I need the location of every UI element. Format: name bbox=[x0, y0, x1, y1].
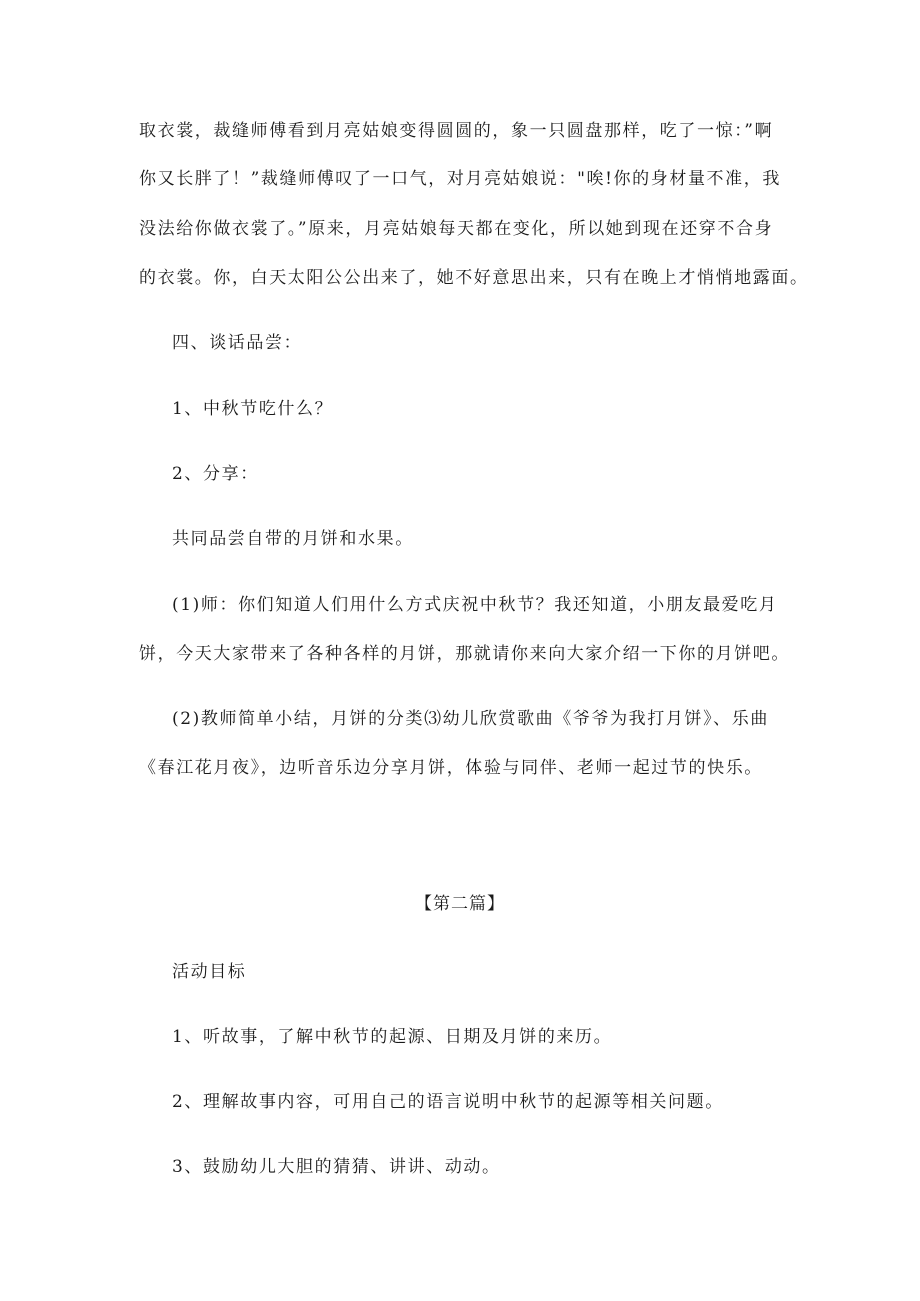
story-line: 的衣裳。你，白天太阳公公出来了，她不好意思出来，只有在晚上才悄悄地露面。 bbox=[139, 268, 809, 288]
paragraph-2-line-2: 《春江花月夜》，边听音乐边分享月饼，体验与同伴、老师一起过节的快乐。 bbox=[139, 758, 763, 778]
section4-heading: 四、谈话品尝： bbox=[172, 333, 303, 353]
goal-item: 2、理解故事内容，可用自己的语言说明中秋节的起源等相关问题。 bbox=[172, 1092, 724, 1112]
goal-item: 3、鼓励幼儿大胆的猜猜、讲讲、动动。 bbox=[172, 1157, 501, 1177]
story-line: 你又长胖了！”裁缝师傅叹了一口气，对月亮姑娘说："唉!你的身材量不准，我 bbox=[139, 169, 781, 189]
story-line: 取衣裳，裁缝师傅看到月亮姑娘变得圆圆的，象一只圆盘那样，吃了一惊：”啊 bbox=[139, 121, 774, 141]
paragraph-2-line-1: (2)教师简单小结，月饼的分类⑶幼儿欣赏歌曲《爷爷为我打月饼》、乐曲 bbox=[172, 709, 769, 729]
question-1: 1、中秋节吃什么？ bbox=[172, 399, 334, 419]
goal-item: 1、听故事，了解中秋节的起源、日期及月饼的来历。 bbox=[172, 1027, 613, 1047]
story-line: 没法给你做衣裳了。”原来，月亮姑娘每天都在变化，所以她到现在还穿不合身 bbox=[139, 219, 774, 239]
paragraph-1-line-2: 饼，今天大家带来了各种各样的月饼，那就请你来向大家介绍一下你的月饼吧。 bbox=[139, 644, 790, 664]
goals-heading: 活动目标 bbox=[172, 962, 247, 982]
part-2-title: 【第二篇】 bbox=[415, 894, 505, 914]
paragraph-1-line-1: (1)师：你们知道人们用什么方式庆祝中秋节？我还知道，小朋友最爱吃月 bbox=[172, 595, 778, 615]
question-2: 2、分享： bbox=[172, 464, 259, 484]
share-text: 共同品尝自带的月饼和水果。 bbox=[172, 529, 414, 549]
